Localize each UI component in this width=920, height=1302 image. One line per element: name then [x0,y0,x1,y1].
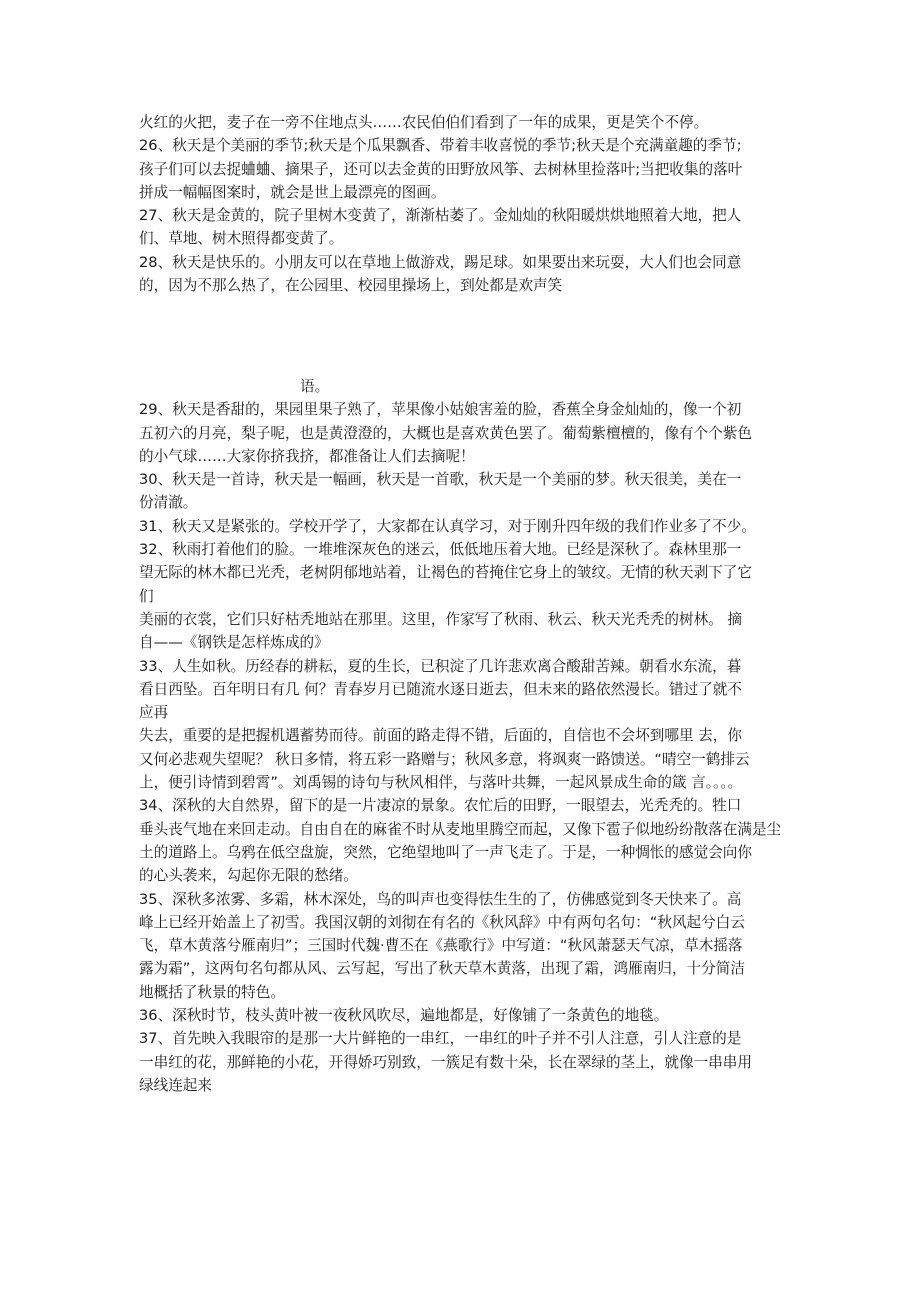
text-line: 上，便引诗情到碧霄”。刘禹锡的诗句与秋风相伴，与落叶共舞，一起风景成生命的箴 言。。。。 [139,774,743,792]
text-line: 土的道路上。乌鸦在低空盘旋，突然，它绝望地叫了一声飞走了。于是，一种惆怅的感觉会向你 [139,843,752,861]
text-line: 28、秋天是快乐的。小朋友可以在草地上做游戏，踢足球。如果要出来玩耍，大人们也会同意 [139,253,742,271]
text-line: 们 [139,587,154,605]
text-line: 29、秋天是香甜的，果园里果子熟了，苹果像小姑娘害羞的脸，香蕉全身金灿灿的，像一个初 [139,401,742,419]
text-line: 孩子们可以去捉蛐蛐、摘果子，还可以去金黄的田野放风筝、去树林里捡落叶;当把收集的落叶 [139,160,743,178]
text-line: 绿线连起来 [139,1076,212,1094]
text-block-bottom [139,375,787,1097]
text-line: 一串红的花，那鲜艳的小花，开得娇巧别致，一簇足有数十朵，长在翠绿的茎上，就像一串串用 [139,1053,752,1071]
text-line: 的心头袭来，勾起你无限的愁绪。 [139,867,358,885]
text-line: 26、秋天是个美丽的季节;秋天是个瓜果飘香、带着丰收喜悦的季节;秋天是个充满童趣的季节; [139,137,742,155]
text-line: 的，因为不那么热了，在公园里、校园里操场上，到处都是欢声笑 [139,277,563,295]
text-line: 份清澈。 [139,494,198,512]
text-line: 32、秋雨打着他们的脸。一堆堆深灰色的迷云，低低地压着大地。已经是深秋了。森林里那一 [139,541,742,559]
text-line: 露为霜”，这两句名句都从风、云写起，写出了秋天草木黄落，出现了霜，鸿雁南归，十分简洁 [139,960,745,978]
text-line: 31、秋天又是紧张的。学校开学了，大家都在认真学习，对于刚升四年级的我们作业多了不少。 [139,517,756,535]
text-line: 的小气球……大家你挤我挤，都准备让人们去摘呢！ [139,447,475,465]
text-block-top [139,111,787,297]
text-line: 们、草地、树木照得都变黄了。 [139,230,344,248]
text-line: 又何必悲观失望呢？ 秋日多情，将五彩一路赠与；秋风多意，将飒爽一路馈送。“晴空一鹤排云 [139,750,750,768]
text-line: 34、深秋的大自然界，留下的是一片凄凉的景象。农忙后的田野，一眼望去，光秃秃的。牲口 [139,797,742,815]
text-line: 看日西坠。百年明日有几 何？青春岁月已随流水逐日逝去，但未来的路依然漫长。错过了就不 [139,680,742,698]
text-line: 拼成一幅幅图案时，就会是世上最漂亮的图画。 [139,183,446,201]
text-line: 33、人生如秋。历经春的耕耘，夏的生长，已积淀了几许悲欢离合酸甜苦辣。朝看水东流，暮 [139,657,742,675]
text-line: 语。 [300,378,330,395]
text-line: 地概括了秋景的特色。 [139,983,285,1001]
text-line: 垂头丧气地在来回走动。自由自在的麻雀不时从麦地里腾空而起，又像下雹子似地纷纷散落在满是尘 [139,820,782,838]
text-line: 37、首先映入我眼帘的是那一大片鲜艳的一串红，一串红的叶子并不引人注意，引人注意的是 [139,1030,742,1048]
text-line: 失去，重要的是把握机遇蓄势而待。前面的路走得不错，后面的，自信也不会坏到哪里 去，你 [139,727,742,745]
text-line: 36、深秋时节，枝头黄叶被一夜秋风吹尽，遍地都是，好像铺了一条黄色的地毯。 [139,1007,669,1025]
text-line: 30、秋天是一首诗，秋天是一幅画，秋天是一首歌，秋天是一个美丽的梦。秋天很美，美在一 [139,471,742,489]
text-line: 峰上已经开始盖上了初雪。我国汉朝的刘彻在有名的《秋风辞》中有两句名句：“秋风起兮白云 [139,913,745,931]
text-line: 自——《钢铁是怎样炼成的》 [139,634,329,652]
text-line: 五初六的月亮，梨子呢，也是黄澄澄的，大概也是喜欢黄色罢了。葡萄紫檀檀的，像有个个紫色 [139,424,752,442]
text-line: 望无际的林木都已光秃，老树阴郁地站着，让褐色的苔掩住它身上的皱纹。无情的秋天剥下了它 [139,564,752,582]
text-line: 火红的火把，麦子在一旁不住地点头……农民伯伯们看到了一年的成果，更是笑个不停。 [139,114,709,131]
text-line: 应再 [139,704,169,722]
text-line: 飞，草木黄落兮雁南归”；三国时代魏·曹丕在《燕歌行》中写道：“秋风萧瑟天气凉，草木摇落 [139,937,743,955]
text-line: 27、秋天是金黄的，院子里树木变黄了，渐渐枯萎了。金灿灿的秋阳暖烘烘地照着大地，把人 [139,207,742,225]
text-line: 美丽的衣裳，它们只好枯秃地站在那里。这里，作家写了秋雨、秋云、秋天光秃秃的树林。 摘 [139,610,742,628]
text-line: 35、深秋多浓雾、多霜，林木深处，鸟的叫声也变得怯生生的了，仿佛感觉到冬天快来了。高 [139,890,742,908]
